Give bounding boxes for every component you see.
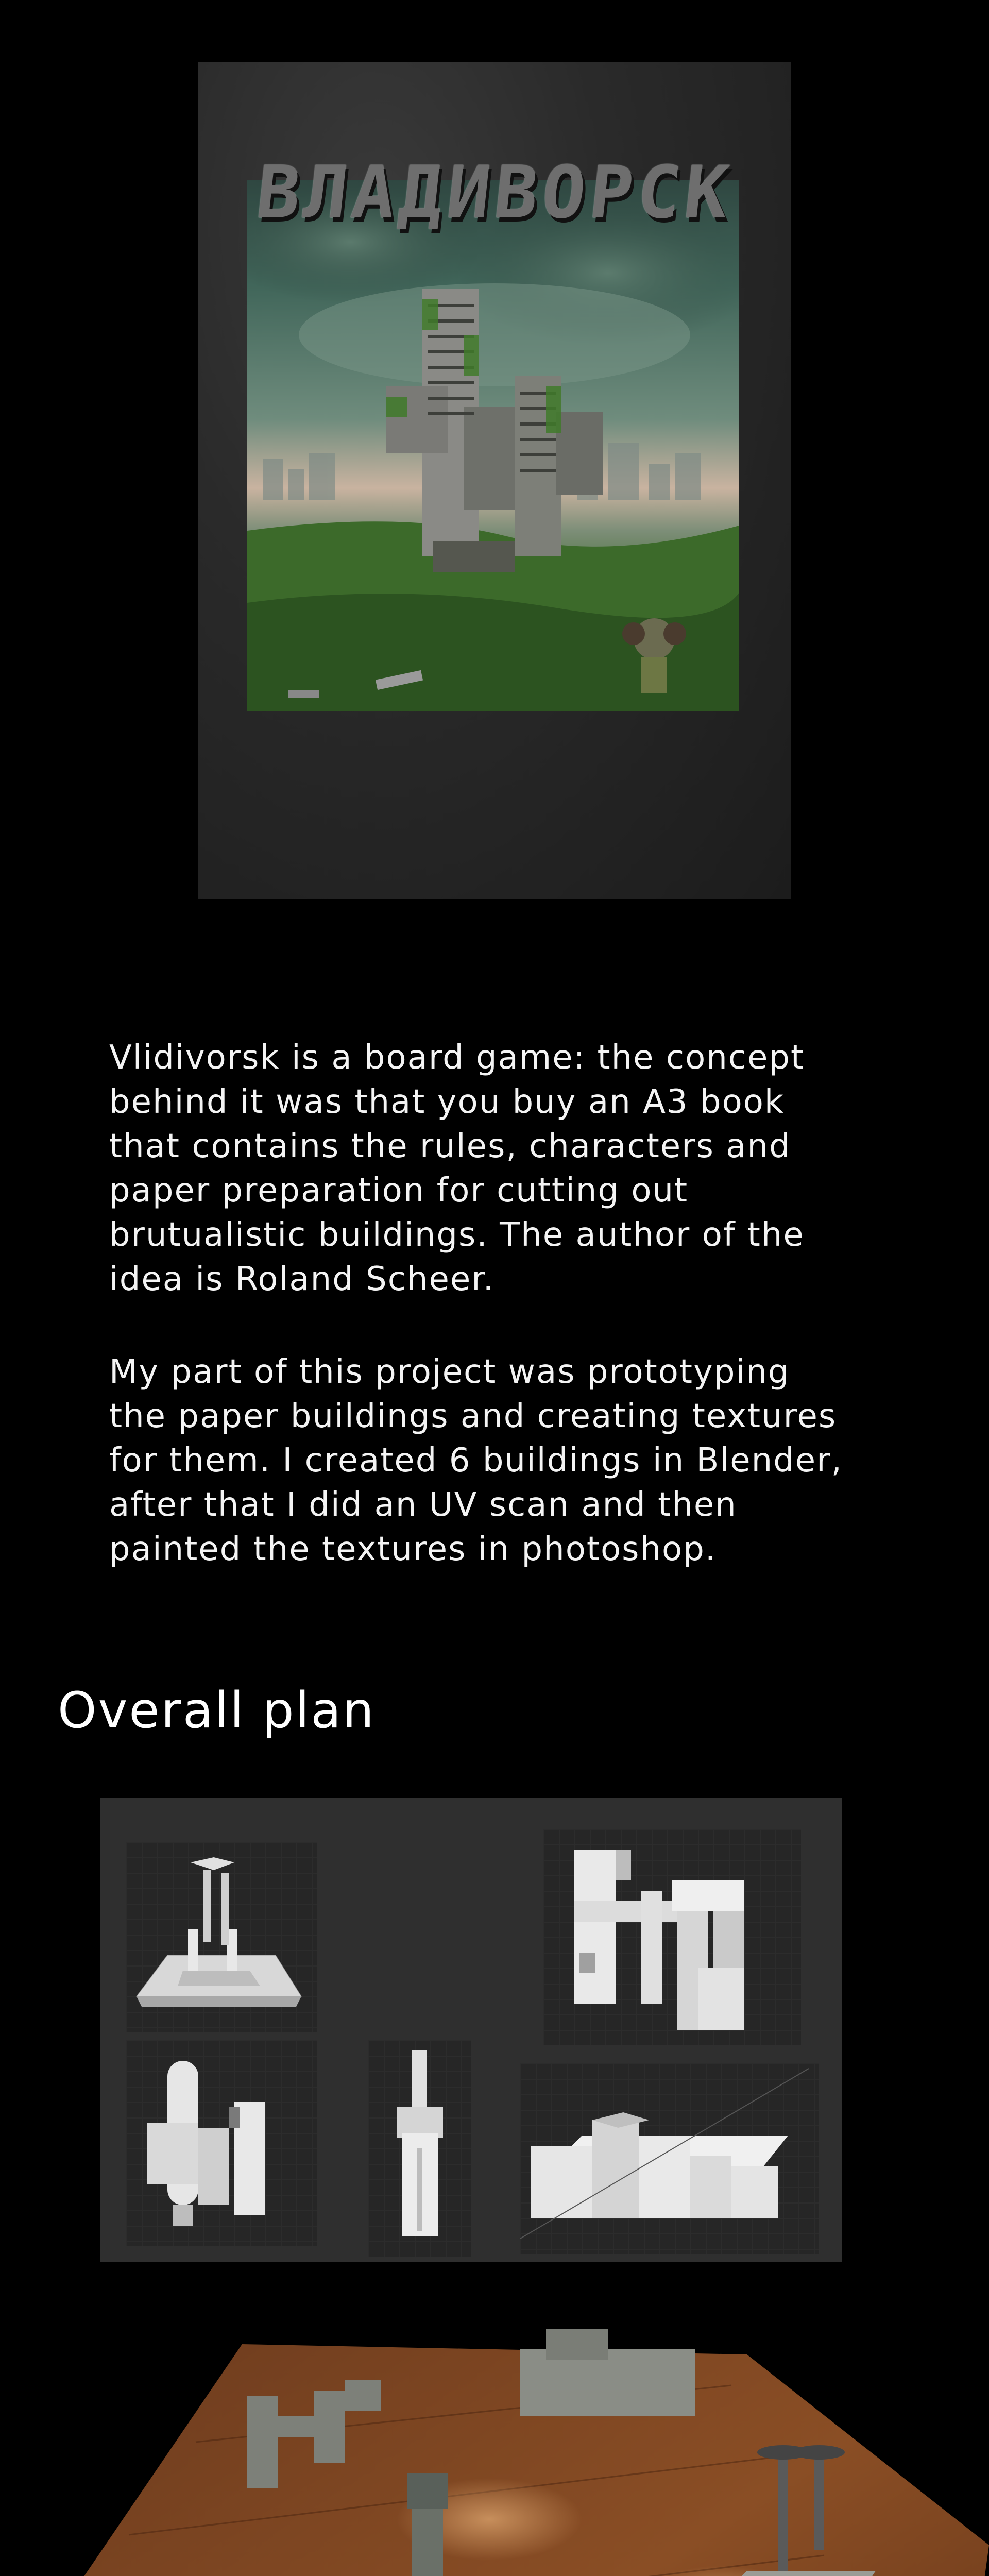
wooden-board-icon: [0, 2287, 989, 2576]
text-line: paper preparation for cutting out: [109, 1172, 689, 1210]
tower-model-icon: [126, 1842, 317, 2032]
cover-image: [198, 62, 791, 899]
model-view: [520, 2063, 819, 2254]
model-view: [126, 2040, 317, 2246]
slim-tower-model-icon: [368, 2040, 471, 2257]
game-board-image: [0, 2287, 989, 2576]
text-line: Vlidivorsk is a board game: the concept: [109, 1039, 805, 1077]
model-view: [543, 1829, 801, 2045]
complex-model-icon: [543, 1829, 801, 2045]
cylinder-model-icon: [126, 2040, 317, 2246]
text-line: behind it was that you buy an A3 book: [109, 1083, 785, 1121]
cityscape-icon: [247, 180, 739, 711]
text-line: idea is Roland Scheer.: [109, 1260, 494, 1298]
intro-paragraph-1: [109, 1036, 902, 1301]
long-block-model-icon: [520, 2063, 819, 2254]
intro-paragraph-2: [109, 1350, 913, 1571]
text-line: My part of this project was prototyping: [109, 1353, 790, 1391]
text-line: the paper buildings and creating textures: [109, 1397, 837, 1435]
cover-title: ВЛАДИВОРСК: [252, 151, 737, 235]
cover-artwork: [247, 180, 739, 711]
text-line: that contains the rules, characters and: [109, 1127, 791, 1165]
model-view: [126, 1842, 317, 2032]
text-line: brutualistic buildings. The author of the: [109, 1216, 805, 1254]
text-line: for them. I created 6 buildings in Blender,: [109, 1442, 843, 1480]
blender-models-image: [100, 1798, 842, 2262]
section-heading: Overall plan: [58, 1682, 376, 1739]
text-line: after that I did an UV scan and then: [109, 1486, 737, 1524]
text-line: painted the textures in photoshop.: [109, 1530, 717, 1568]
model-view: [368, 2040, 471, 2257]
